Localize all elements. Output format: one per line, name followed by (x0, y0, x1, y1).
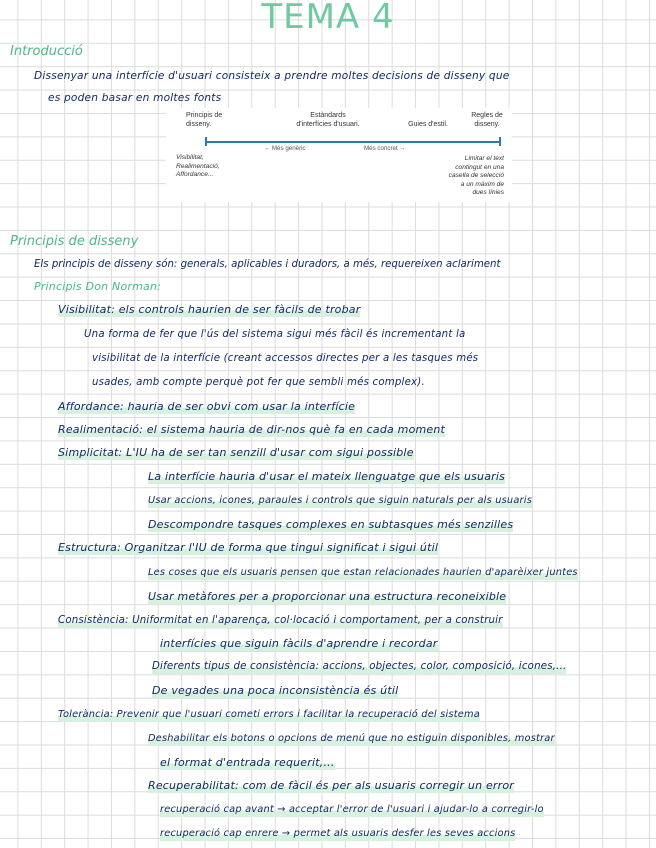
note-line: recuperació cap avant → acceptar l'error de l'usuari i ajudar-lo a corregir-lo (160, 804, 544, 815)
tolerancia-line: Tolerància: Prevenir que l'usuari cometi errors i facilitar la recuperació del sistema (58, 709, 480, 720)
diagram-axis-line (206, 141, 501, 143)
note-line: Deshabilitar els botons o opcions de menú que no estiguin disponibles, mostrar (148, 733, 555, 744)
diagram-label-principis: Principis de disseny. (186, 112, 223, 128)
design-sources-diagram (166, 108, 512, 202)
affordance-line: Affordance: hauria de ser obvi com usar la interfície (58, 400, 356, 413)
estructura-line: Estructura: Organitzar l'IU de forma que tingui significat i sigui útil (58, 541, 439, 554)
diagram-concrete-arrow: Més concret → (364, 145, 406, 152)
note-line: Les coses que els usuaris pensen que estan relacionades haurien d'aparèixer juntes (148, 567, 578, 578)
intro-heading: Introducció (10, 44, 83, 59)
note-line: recuperació cap enrere → permet als usuaris desfer les seves accions (160, 828, 516, 839)
intro-line: Dissenyar una interfície d'usuari consisteix a prendre moltes decisions de disseny que (34, 70, 510, 82)
note-line: usades, amb compte perquè pot fer que sembli més complex). (92, 377, 425, 388)
note-line: De vegades una poca inconsistència és útil (152, 684, 399, 697)
norman-heading: Principis Don Norman: (34, 280, 162, 293)
note-line: el format d'entrada requerit,... (160, 756, 335, 769)
note-line: Usar metàfores per a proporcionar una estructura reconeixible (148, 590, 507, 603)
realimentacio-line: Realimentació: el sistema hauria de dir-nos què fa en cada moment (58, 423, 446, 436)
diagram-tick (499, 137, 501, 146)
note-line: Usar accions, icones, paraules i controls que siguin naturals per als usuaris (148, 495, 532, 506)
note-line: Diferents tipus de consistència: accions, objectes, color, composició, icones,... (152, 661, 567, 672)
note-line: visibilitat de la interfície (creant accessos directes per a les tasques més (92, 353, 479, 364)
page-title: TEMA 4 (261, 0, 395, 37)
diagram-note-right: Limitar el text contingut en una casella de selecció a un màxim de dues línies (448, 155, 504, 197)
note-line: interfícies que siguin fàcils d'aprendre i recordar (160, 637, 438, 650)
diagram-tick (205, 137, 207, 146)
diagram-label-regles: Regles de disseny. (471, 112, 503, 128)
diagram-label-estandards: Estàndards d'interfícies d'usuari. (296, 112, 360, 128)
principis-heading: Principis de disseny (10, 234, 139, 249)
note-line: La interfície hauria d'usar el mateix llenguatge que els usuaris (148, 470, 506, 483)
recuperabilitat-line: Recuperabilitat: com de fàcil és per als usuaris corregir un error (148, 779, 515, 792)
simplicitat-line: Simplicitat: L'IU ha de ser tan senzill d'usar com sigui possible (58, 446, 414, 459)
principis-intro: Els principis de disseny són: generals, aplicables i duradors, a més, requereixen aclariment (34, 259, 501, 270)
consistencia-line: Consistència: Uniformitat en l'aparença, col·locació i comportament, per a construir (58, 615, 503, 626)
diagram-generic-arrow: ← Més genèric (264, 145, 306, 152)
diagram-label-guies: Guies d'estil. (408, 121, 448, 128)
note-line: Descompondre tasques complexes en subtasques més senzilles (148, 518, 514, 531)
diagram-note-left: Visibilitat, Realimentació, Affordance... (176, 154, 220, 179)
note-line: Una forma de fer que l'ús del sistema sigui més fàcil és incrementant la (84, 329, 466, 340)
intro-line: es poden basar en moltes fonts (48, 92, 222, 104)
visibilitat-line: Visibilitat: els controls haurien de ser fàcils de trobar (58, 303, 361, 316)
